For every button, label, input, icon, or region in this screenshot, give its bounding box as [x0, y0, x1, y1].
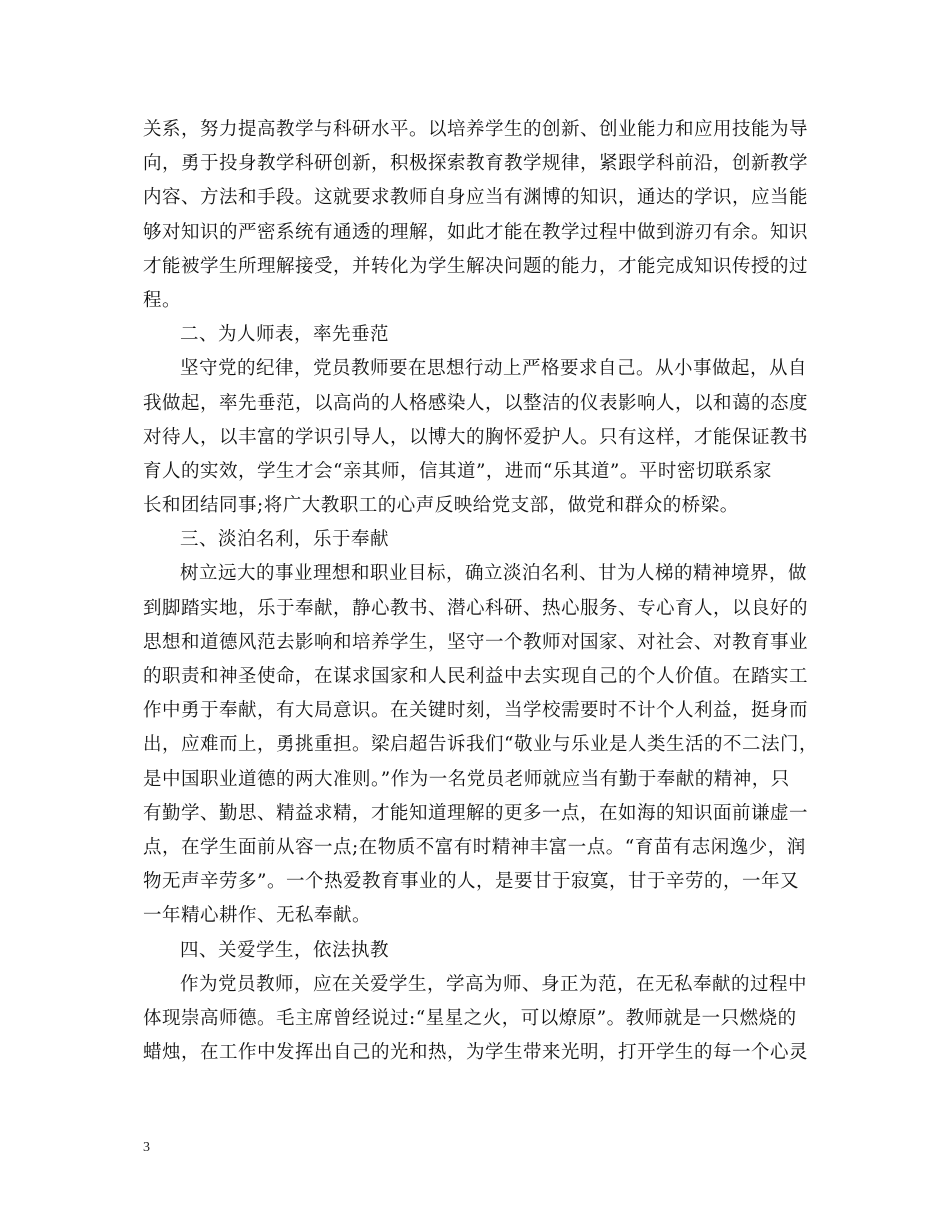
- body-text: [143, 113, 818, 1070]
- text-line: 二、为人师表，率先垂范: [180, 324, 390, 346]
- text-line: 向，勇于投身教学科研创新，积极探索教育教学规律，紧跟学科前沿，创新教学: [143, 153, 809, 175]
- text-line: 物无声辛劳多”。一个热爱教育事业的人，是要甘于寂寞，甘于辛劳的，一年又: [143, 871, 799, 893]
- text-line: 作为党员教师，应在关爱学生，学高为师、身正为范，在无私奉献的过程中: [180, 973, 808, 995]
- text-line: 的职责和神圣使命，在谋求国家和人民利益中去实现自己的个人价值。在踏实工: [143, 666, 809, 687]
- text-line: 到脚踏实地，乐于奉献，静心教书、潜心科研、热心服务、专心育人，以良好的: [143, 597, 809, 619]
- text-line: 是中国职业道德的两大准则。”作为一名党员老师就应当有勤于奉献的精神，只: [143, 768, 790, 790]
- text-line: 四、关爱学生，依法执教: [180, 939, 390, 961]
- page-number: 3: [143, 1140, 150, 1155]
- text-line: 有勤学、勤思、精益求精，才能知道理解的更多一点，在如海的知识面前谦虚一: [143, 802, 809, 824]
- text-line: 蜡烛，在工作中发挥出自己的光和热，为学生带来光明，打开学生的每一个心灵: [143, 1042, 809, 1064]
- text-line: 树立远大的事业理想和职业目标，确立淡泊名利、甘为人梯的精神境界，做: [180, 563, 808, 585]
- text-line: 一年精心耕作、无私奉献。: [143, 905, 372, 927]
- text-line: 才能被学生所理解接受，并转化为学生解决问题的能力，才能完成知识传授的过: [143, 255, 809, 277]
- text-line: 三、淡泊名利，乐于奉献: [180, 529, 390, 551]
- text-line: 长和团结同事;将广大教职工的心声反映给党支部，做党和群众的桥梁。: [143, 495, 739, 517]
- text-line: 对待人，以丰富的学识引导人，以博大的胸怀爱护人。只有这样，才能保证教书: [143, 426, 809, 448]
- text-line: 出，应难而上，勇挑重担。梁启超告诉我们“敬业与乐业是人类生活的不二法门，: [143, 734, 818, 756]
- text-line: 我做起，率先垂范，以高尚的人格感染人，以整洁的仪表影响人，以和蔼的态度: [143, 392, 809, 414]
- text-line: 作中勇于奉献，有大局意识。在关键时刻，当学校需要时不计个人利益，挺身而: [143, 700, 809, 722]
- text-line: 关系，努力提高教学与科研水平。以培养学生的创新、创业能力和应用技能为导: [143, 119, 809, 140]
- text-line: 体现崇高师德。毛主席曾经说过:“星星之火，可以燎原”。教师就是一只燃烧的: [143, 1007, 797, 1029]
- text-line: 够对知识的严密系统有通透的理解，如此才能在教学过程中做到游刃有余。知识: [143, 221, 809, 243]
- text-line: 点，在学生面前从容一点;在物质不富有时精神丰富一点。“育苗有志闲逸少，润: [143, 836, 806, 858]
- text-line: 思想和道德风范去影响和培养学生，坚守一个教师对国家、对社会、对教育事业: [143, 631, 809, 653]
- text-line: 育人的实效，学生才会“亲其师，信其道”，进而“乐其道”。平时密切联系家: [143, 460, 772, 482]
- text-line: 程。: [143, 289, 182, 311]
- text-line: 内容、方法和手段。这就要求教师自身应当有渊博的知识，通达的学识，应当能: [143, 187, 809, 209]
- text-line: 坚守党的纪律，党员教师要在思想行动上严格要求自己。从小事做起，从自: [180, 358, 808, 380]
